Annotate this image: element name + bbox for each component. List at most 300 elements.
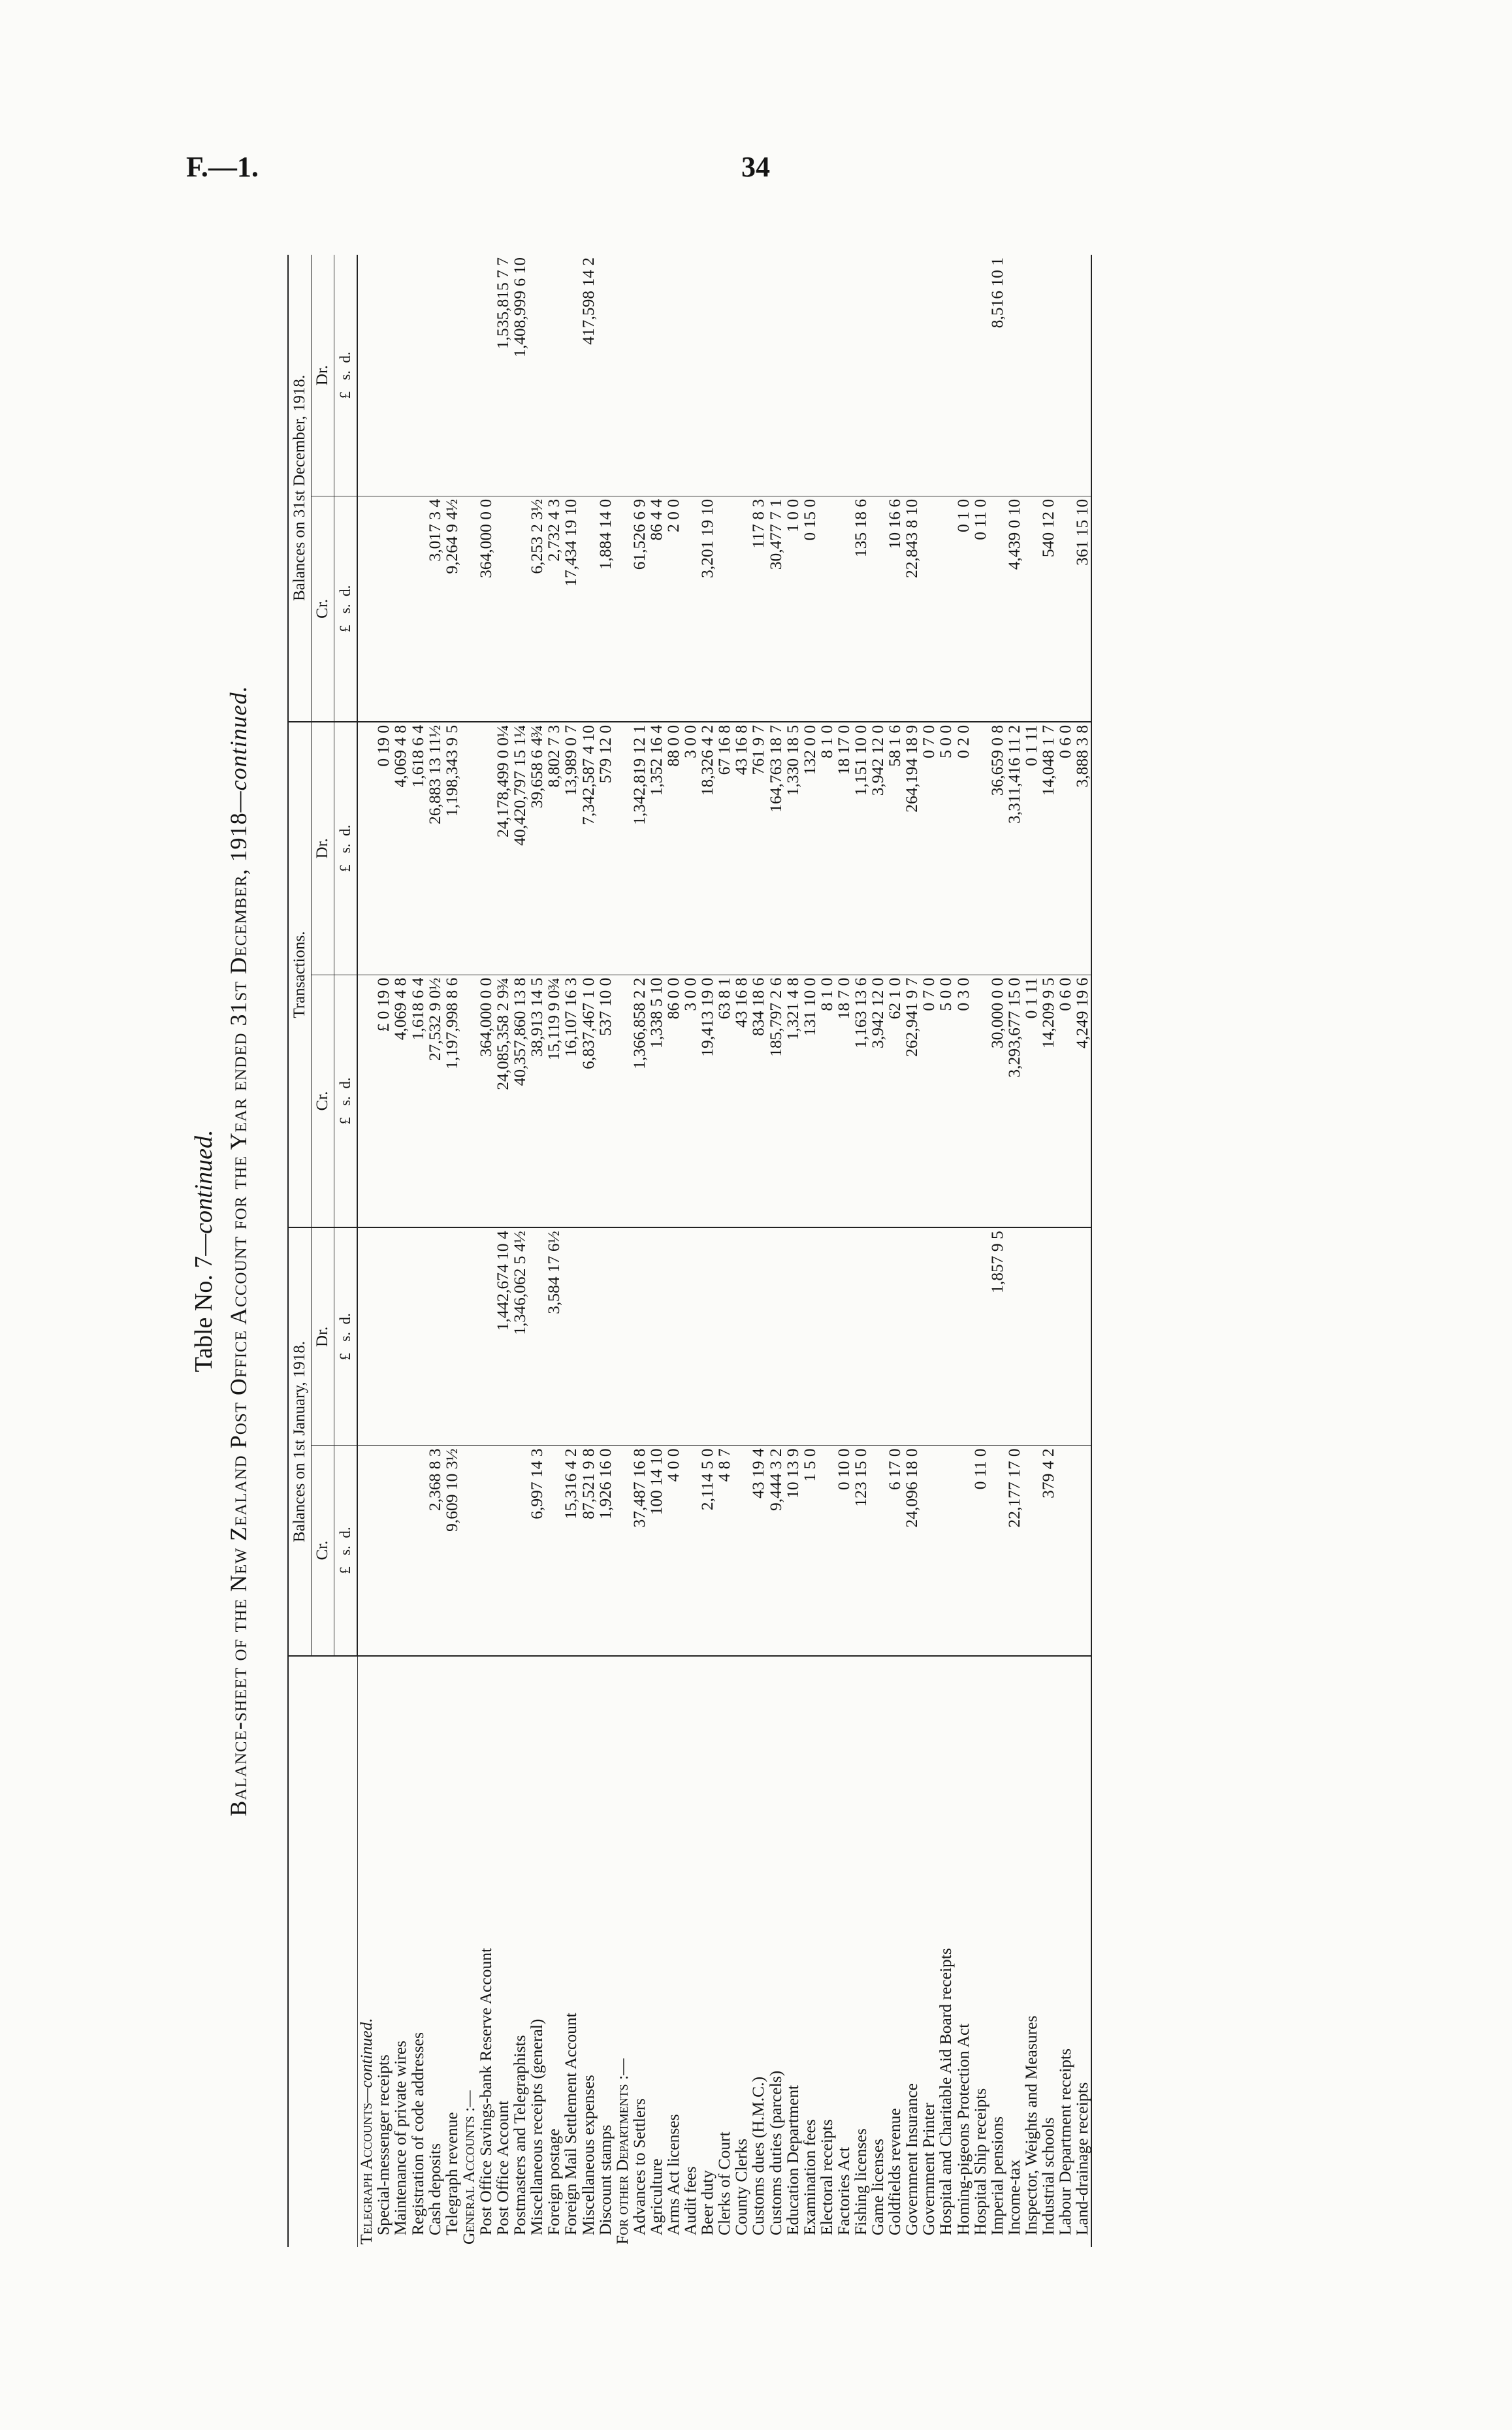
amount-cell <box>410 496 426 722</box>
amount-cell: 1,352 16 4 <box>648 722 665 975</box>
amount-cell <box>1074 1227 1091 1446</box>
amount-cell: 3 0 0 <box>682 975 699 1227</box>
row-label: Customs dues (H.M.C.) <box>748 2077 768 2235</box>
amount-cell <box>460 1446 477 1656</box>
table-body <box>357 255 1091 2247</box>
amount-cell: 19,413 19 0 <box>699 975 716 1227</box>
amount-cell: 5 0 0 <box>937 975 954 1227</box>
amount-cell <box>989 496 1006 722</box>
section-heading-row <box>460 255 477 2247</box>
table-row <box>443 255 460 2247</box>
amount-cell <box>682 1446 699 1656</box>
amount-cell <box>733 1446 750 1656</box>
amount-cell <box>750 1227 767 1446</box>
amount-cell: 0 11 0 <box>972 496 989 722</box>
amount-cell: 6,837,467 1 0 <box>580 975 597 1227</box>
table-row <box>1040 255 1057 2247</box>
amount-cell <box>750 255 767 496</box>
row-label: Cash deposits <box>425 2143 444 2235</box>
amount-cell: 1,884 14 0 <box>597 496 614 722</box>
row-label: Factories Act <box>833 2146 853 2235</box>
amount-cell <box>784 1227 801 1446</box>
table-row <box>545 255 562 2247</box>
amount-cell: 88 0 0 <box>665 722 682 975</box>
table-row <box>1074 255 1091 2247</box>
amount-cell: 1,163 13 6 <box>852 975 869 1227</box>
amount-cell <box>1057 1227 1074 1446</box>
amount-cell <box>648 1227 665 1446</box>
amount-cell <box>801 255 818 496</box>
table-row <box>733 255 750 2247</box>
amount-cell: 0 15 0 <box>801 496 818 722</box>
amount-cell <box>494 496 511 722</box>
header-opening-balances: Balances on 1st January, 1918. <box>288 1227 312 1655</box>
row-label: Clerks of Court <box>715 2131 734 2235</box>
table-row <box>528 255 545 2247</box>
row-label: Maintenance of private wires <box>391 2040 410 2235</box>
amount-cell <box>716 496 733 722</box>
amount-cell: 834 18 6 <box>750 975 767 1227</box>
amount-cell <box>937 255 954 496</box>
amount-cell: 39,658 6 4¾ <box>528 722 545 975</box>
amount-cell: 2 0 0 <box>665 496 682 722</box>
table-row <box>989 255 1006 2247</box>
amount-cell: 117 8 3 <box>750 496 767 722</box>
amount-cell: 40,357,860 13 8 <box>511 975 528 1227</box>
amount-cell: £ 0 19 0 <box>375 975 392 1227</box>
title-block <box>189 255 252 2247</box>
amount-cell <box>937 1446 954 1656</box>
amount-cell: 43 16 8 <box>733 975 750 1227</box>
amount-cell <box>852 255 869 496</box>
amount-cell: 100 14 10 <box>648 1446 665 1656</box>
amount-cell: 1,197,998 8 6 <box>443 975 460 1227</box>
amount-cell <box>460 255 477 496</box>
table-row <box>511 255 528 2247</box>
amount-cell <box>528 1227 545 1446</box>
row-label: Arms Act licenses <box>663 2114 683 2235</box>
amount-cell <box>545 255 562 496</box>
amount-cell <box>460 722 477 975</box>
amount-cell <box>920 496 937 722</box>
header-close-cr: Cr. <box>312 496 334 722</box>
amount-cell <box>392 496 409 722</box>
row-label: Examination fees <box>799 2119 819 2235</box>
amount-cell: 14,209 9 5 <box>1040 975 1057 1227</box>
amount-cell: 30,477 7 1 <box>767 496 784 722</box>
units-header: £ s. d. <box>334 496 358 722</box>
amount-cell <box>494 1446 511 1656</box>
row-label: General Accounts :— <box>458 2090 478 2244</box>
amount-cell <box>920 1446 937 1656</box>
page-number: 34 <box>741 151 770 183</box>
amount-cell <box>375 1446 392 1656</box>
amount-cell <box>410 255 426 496</box>
amount-cell <box>835 496 852 722</box>
amount-cell <box>869 1227 886 1446</box>
amount-cell: 6,997 14 3 <box>528 1446 545 1656</box>
amount-cell <box>460 496 477 722</box>
row-label: Government Insurance <box>902 2083 922 2235</box>
row-label: Discount stamps <box>595 2124 615 2235</box>
amount-cell <box>562 1227 579 1446</box>
table-row <box>818 255 835 2247</box>
amount-cell: 4,249 19 6 <box>1074 975 1091 1227</box>
row-label: Game licenses <box>868 2139 888 2235</box>
amount-cell: 14,048 1 7 <box>1040 722 1057 975</box>
amount-cell: 10 13 9 <box>784 1446 801 1656</box>
amount-cell <box>375 496 392 722</box>
amount-cell <box>733 496 750 722</box>
amount-cell <box>1006 255 1023 496</box>
table-row <box>852 255 869 2247</box>
amount-cell: 3 0 0 <box>682 722 699 975</box>
amount-cell: 36,659 0 8 <box>989 722 1006 975</box>
amount-cell <box>614 1227 631 1446</box>
amount-cell: 1,338 5 10 <box>648 975 665 1227</box>
row-label: Post Office Savings-bank Reserve Account <box>475 1947 495 2235</box>
table-row <box>1006 255 1023 2247</box>
row-label: Income-tax <box>1004 2159 1023 2235</box>
amount-cell: 16,107 16 3 <box>562 975 579 1227</box>
amount-cell <box>869 255 886 496</box>
amount-cell <box>1057 1446 1074 1656</box>
table-row <box>699 255 716 2247</box>
row-label: Registration of code addresses <box>408 2032 427 2235</box>
row-label: Government Printer <box>919 2102 939 2235</box>
amount-cell: 15,119 9 0¾ <box>545 975 562 1227</box>
row-label: Special-messenger receipts <box>374 2054 393 2235</box>
table-row <box>955 255 972 2247</box>
amount-cell <box>733 255 750 496</box>
table-row <box>869 255 886 2247</box>
amount-cell: 0 7 0 <box>920 975 937 1227</box>
amount-cell: 6,253 2 3½ <box>528 496 545 722</box>
row-label: County Clerks <box>732 2138 751 2235</box>
amount-cell: 24,096 18 0 <box>903 1446 920 1656</box>
amount-cell <box>818 255 835 496</box>
header-open-dr: Dr. <box>312 1227 334 1446</box>
amount-cell: 9,609 10 3½ <box>443 1446 460 1656</box>
amount-cell <box>545 1446 562 1656</box>
amount-cell: 37,487 16 8 <box>631 1446 648 1656</box>
table-row <box>716 255 733 2247</box>
amount-cell: 18 7 0 <box>835 975 852 1227</box>
row-label: Post Office Account <box>493 2100 513 2235</box>
table-row <box>750 255 767 2247</box>
amount-cell: 1,198,343 9 5 <box>443 722 460 975</box>
description-header <box>288 1656 357 2247</box>
amount-cell: 38,913 14 5 <box>528 975 545 1227</box>
amount-cell <box>972 255 989 496</box>
amount-cell: 30,000 0 0 <box>989 975 1006 1227</box>
amount-cell: 1 0 0 <box>784 496 801 722</box>
row-label: Miscellaneous expenses <box>578 2075 598 2235</box>
table-row <box>426 255 443 2247</box>
table-row <box>597 255 614 2247</box>
amount-cell <box>410 1227 426 1446</box>
row-label: Imperial pensions <box>987 2116 1006 2235</box>
amount-cell: 2,732 4 3 <box>545 496 562 722</box>
amount-cell: 24,178,499 0 0¼ <box>494 722 511 975</box>
amount-cell: 6 17 0 <box>886 1446 903 1656</box>
amount-cell: 1,408,999 6 10 <box>511 255 528 496</box>
amount-cell <box>1023 496 1040 722</box>
table-row <box>801 255 818 2247</box>
amount-cell: 3,017 3 4 <box>426 496 443 722</box>
amount-cell <box>357 255 375 496</box>
amount-cell: 540 12 0 <box>1040 496 1057 722</box>
amount-cell: 0 7 0 <box>920 722 937 975</box>
row-label: Agriculture <box>646 2158 666 2235</box>
table-row <box>682 255 699 2247</box>
amount-cell <box>443 1227 460 1446</box>
amount-cell <box>477 255 494 496</box>
row-label: Foreign postage <box>544 2128 564 2235</box>
amount-cell: 3,942 12 0 <box>869 722 886 975</box>
amount-cell <box>1023 255 1040 496</box>
amount-cell: 1,366,858 2 2 <box>631 975 648 1227</box>
amount-cell: 27,532 9 0½ <box>426 975 443 1227</box>
amount-cell: 264,194 18 9 <box>903 722 920 975</box>
amount-cell <box>426 1227 443 1446</box>
amount-cell <box>375 1227 392 1446</box>
amount-cell: 185,797 2 6 <box>767 975 784 1227</box>
amount-cell: 15,316 4 2 <box>562 1446 579 1656</box>
amount-cell: 0 1 0 <box>955 496 972 722</box>
table-row <box>648 255 665 2247</box>
amount-cell <box>972 1227 989 1446</box>
amount-cell: 761 9 7 <box>750 722 767 975</box>
amount-cell <box>699 255 716 496</box>
amount-cell: 8 1 0 <box>818 722 835 975</box>
amount-cell: 3,888 3 8 <box>1074 722 1091 975</box>
amount-cell: 364,000 0 0 <box>477 496 494 722</box>
amount-cell: 22,843 8 10 <box>903 496 920 722</box>
units-header: £ s. d. <box>334 255 358 496</box>
amount-cell <box>1023 1446 1040 1656</box>
table-row <box>392 255 409 2247</box>
amount-cell: 86 0 0 <box>665 975 682 1227</box>
amount-cell <box>699 1227 716 1446</box>
amount-cell <box>767 255 784 496</box>
amount-cell <box>1057 255 1074 496</box>
amount-cell <box>852 1227 869 1446</box>
amount-cell: 7,342,587 4 10 <box>580 722 597 975</box>
amount-cell <box>1057 496 1074 722</box>
rotated-table-area <box>190 255 1359 2247</box>
amount-cell: 62 1 0 <box>886 975 903 1227</box>
amount-cell: 131 10 0 <box>801 975 818 1227</box>
amount-cell <box>1040 255 1057 496</box>
amount-cell: 8 1 0 <box>818 975 835 1227</box>
amount-cell: 43 16 8 <box>733 722 750 975</box>
amount-cell: 164,763 18 7 <box>767 722 784 975</box>
row-label: Advances to Settlers <box>629 2098 649 2235</box>
table-row <box>631 255 648 2247</box>
amount-cell: 9,264 9 4½ <box>443 496 460 722</box>
header-trans-dr: Dr. <box>312 722 334 975</box>
amount-cell: 1,442,674 10 4 <box>494 1227 511 1446</box>
amount-cell <box>357 496 375 722</box>
amount-cell: 9,444 3 2 <box>767 1446 784 1656</box>
amount-cell: 58 1 6 <box>886 722 903 975</box>
amount-cell: 0 10 0 <box>835 1446 852 1656</box>
amount-cell <box>392 255 409 496</box>
amount-cell <box>392 1227 409 1446</box>
amount-cell <box>665 1227 682 1446</box>
amount-cell <box>937 496 954 722</box>
amount-cell <box>614 255 631 496</box>
amount-cell: 63 8 1 <box>716 975 733 1227</box>
amount-cell: 537 10 0 <box>597 975 614 1227</box>
amount-cell: 86 4 4 <box>648 496 665 722</box>
row-label: Foreign Mail Settlement Account <box>561 2013 581 2235</box>
amount-cell <box>614 1446 631 1656</box>
amount-cell: 8,516 10 1 <box>989 255 1006 496</box>
amount-cell: 1,342,819 12 1 <box>631 722 648 975</box>
table-row <box>835 255 852 2247</box>
amount-cell <box>716 255 733 496</box>
amount-cell: 0 6 0 <box>1057 975 1074 1227</box>
row-label: For other Departments :— <box>612 2058 632 2244</box>
amount-cell <box>1074 1446 1091 1656</box>
amount-cell <box>920 255 937 496</box>
amount-cell <box>784 255 801 496</box>
balance-sheet-table <box>287 255 1092 2247</box>
row-label: Hospital and Charitable Aid Board receipts <box>936 1948 956 2235</box>
amount-cell <box>528 255 545 496</box>
amount-cell <box>955 1446 972 1656</box>
table-row <box>375 255 392 2247</box>
amount-cell: 3,311,416 11 2 <box>1006 722 1023 975</box>
amount-cell <box>631 255 648 496</box>
amount-cell: 0 11 0 <box>972 1446 989 1656</box>
amount-cell: 1,535,815 7 7 <box>494 255 511 496</box>
table-row <box>784 255 801 2247</box>
row-label: Postmasters and Telegraphists <box>510 2035 530 2235</box>
amount-cell <box>818 1446 835 1656</box>
amount-cell: 1,346,062 5 4½ <box>511 1227 528 1446</box>
header-trans-cr: Cr. <box>312 975 334 1227</box>
amount-cell: 2,114 5 0 <box>699 1446 716 1656</box>
row-label: Inspector, Weights and Measures <box>1021 2015 1040 2235</box>
row-label: Labour Department receipts <box>1055 2048 1075 2235</box>
amount-cell: 0 2 0 <box>955 722 972 975</box>
amount-cell: 4 8 7 <box>716 1446 733 1656</box>
amount-cell: 364,000 0 0 <box>477 975 494 1227</box>
amount-cell <box>1040 1227 1057 1446</box>
amount-cell <box>733 1227 750 1446</box>
amount-cell <box>477 1227 494 1446</box>
amount-cell <box>835 1227 852 1446</box>
amount-cell <box>972 975 989 1227</box>
amount-cell <box>920 1227 937 1446</box>
table-row <box>920 255 937 2247</box>
row-label: Goldfields revenue <box>885 2108 905 2235</box>
table-row <box>1057 255 1074 2247</box>
amount-cell: 1,618 6 4 <box>410 975 426 1227</box>
amount-cell: 22,177 17 0 <box>1006 1446 1023 1656</box>
amount-cell: 0 1 11 <box>1023 722 1040 975</box>
amount-cell: 43 19 4 <box>750 1446 767 1656</box>
amount-cell <box>477 1446 494 1656</box>
amount-cell: 1,926 16 0 <box>597 1446 614 1656</box>
amount-cell <box>682 255 699 496</box>
amount-cell <box>426 255 443 496</box>
amount-cell <box>614 496 631 722</box>
amount-cell: 24,085,358 2 9¾ <box>494 975 511 1227</box>
amount-cell <box>597 1227 614 1446</box>
table-row <box>903 255 920 2247</box>
table-row <box>937 255 954 2247</box>
amount-cell: 579 12 0 <box>597 722 614 975</box>
amount-cell <box>648 255 665 496</box>
table-row <box>886 255 903 2247</box>
amount-cell: 17,434 19 10 <box>562 496 579 722</box>
units-header: £ s. d. <box>334 1227 358 1446</box>
amount-cell <box>972 722 989 975</box>
header-transactions: Transactions. <box>288 722 312 1227</box>
amount-cell <box>903 1227 920 1446</box>
amount-cell <box>835 255 852 496</box>
row-label: Customs duties (parcels) <box>765 2070 785 2235</box>
amount-cell: 5 0 0 <box>937 722 954 975</box>
amount-cell: 26,883 13 11½ <box>426 722 443 975</box>
amount-cell <box>357 1446 375 1656</box>
amount-cell: 1 5 0 <box>801 1446 818 1656</box>
amount-cell: 1,618 6 4 <box>410 722 426 975</box>
table-row <box>494 255 511 2247</box>
amount-cell <box>955 1227 972 1446</box>
amount-cell: 4,439 0 10 <box>1006 496 1023 722</box>
amount-cell: 3,201 19 10 <box>699 496 716 722</box>
row-label: Fishing licenses <box>851 2128 870 2235</box>
amount-cell <box>665 255 682 496</box>
amount-cell: 123 15 0 <box>852 1446 869 1656</box>
amount-cell <box>1006 1227 1023 1446</box>
amount-cell: 132 0 0 <box>801 722 818 975</box>
amount-cell <box>937 1227 954 1446</box>
amount-cell <box>375 255 392 496</box>
amount-cell: 0 19 0 <box>375 722 392 975</box>
amount-cell <box>597 255 614 496</box>
amount-cell <box>511 1446 528 1656</box>
table-row <box>562 255 579 2247</box>
amount-cell <box>357 1227 375 1446</box>
table-row <box>1023 255 1040 2247</box>
row-label: Miscellaneous receipts (general) <box>527 2018 547 2235</box>
amount-cell <box>1074 255 1091 496</box>
amount-cell <box>818 1227 835 1446</box>
amount-cell: 8,802 7 3 <box>545 722 562 975</box>
row-label: Telegraph Accounts—continued. <box>356 2018 376 2244</box>
row-label: Homing-pigeons Protection Act <box>953 2023 973 2235</box>
amount-cell <box>614 722 631 975</box>
amount-cell: 262,941 9 7 <box>903 975 920 1227</box>
amount-cell <box>989 1446 1006 1656</box>
row-label: Education Department <box>782 2084 802 2235</box>
row-label: Industrial schools <box>1038 2117 1058 2235</box>
amount-cell <box>562 255 579 496</box>
amount-cell <box>392 1446 409 1656</box>
amount-cell: 3,942 12 0 <box>869 975 886 1227</box>
units-header: £ s. d. <box>334 975 358 1227</box>
amount-cell: 18 17 0 <box>835 722 852 975</box>
page-code: F.—1. <box>186 151 259 183</box>
header-close-dr: Dr. <box>312 255 334 496</box>
amount-cell <box>801 1227 818 1446</box>
